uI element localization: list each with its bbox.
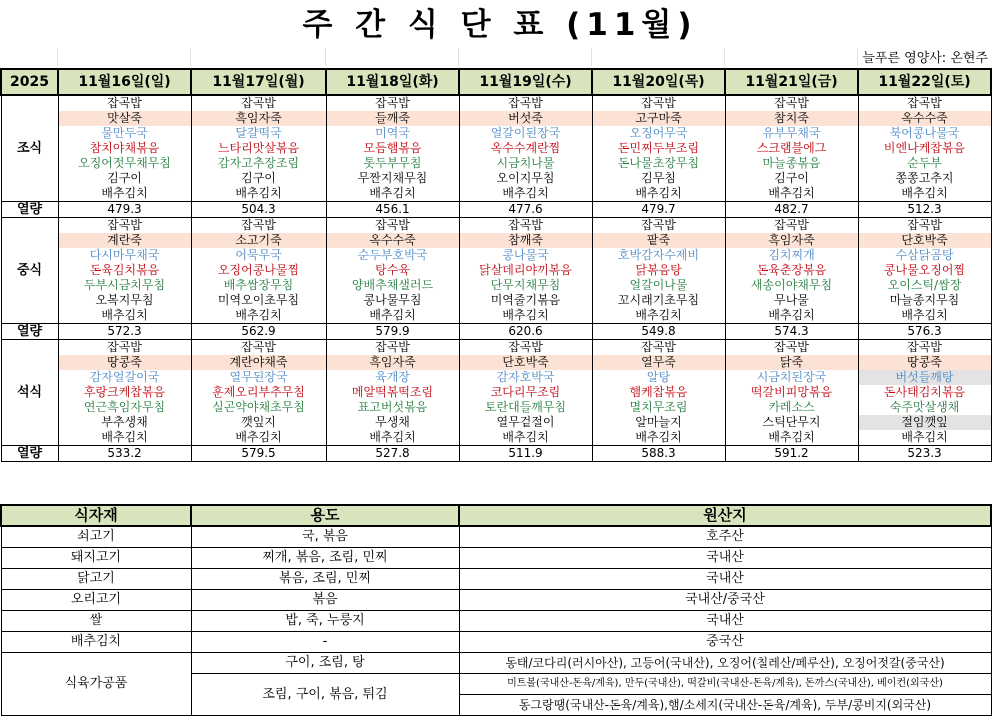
menu-item: 배추김치 bbox=[592, 430, 725, 446]
menu-item: 열무겉절이 bbox=[459, 415, 592, 430]
menu-row bbox=[1, 385, 991, 400]
menu-item: 양배추채샐러드 bbox=[326, 278, 459, 293]
menu-item: 참깨죽 bbox=[459, 233, 592, 248]
menu-item: 배추김치 bbox=[58, 186, 191, 202]
menu-item: 떡갈비피망볶음 bbox=[725, 385, 858, 400]
menu-row bbox=[1, 248, 991, 263]
origin-table bbox=[0, 504, 992, 716]
origin-origin: 호주산 bbox=[459, 526, 991, 548]
menu-row bbox=[1, 355, 991, 370]
day-header: 11월21일(금) bbox=[725, 69, 858, 95]
menu-item: 오징어콩나물찜 bbox=[191, 263, 326, 278]
menu-item: 배추김치 bbox=[58, 430, 191, 446]
origin-use: - bbox=[191, 632, 459, 653]
menu-item: 배추김치 bbox=[326, 186, 459, 202]
menu-item: 미역국 bbox=[326, 126, 459, 141]
page-title: 주 간 식 단 표 (11월) bbox=[302, 7, 698, 43]
menu-item: 돈육김치볶음 bbox=[58, 263, 191, 278]
menu-row bbox=[1, 308, 991, 324]
menu-item: 배추김치 bbox=[858, 308, 991, 324]
menu-item: 단무지채무침 bbox=[459, 278, 592, 293]
menu-row bbox=[1, 171, 991, 186]
menu-item: 잡곡밥 bbox=[592, 340, 725, 356]
origin-row bbox=[1, 590, 991, 611]
menu-item: 톳두부무침 bbox=[326, 156, 459, 171]
menu-item: 잡곡밥 bbox=[725, 340, 858, 356]
origin-row bbox=[1, 632, 991, 653]
origin-header: 식자재 bbox=[1, 505, 191, 526]
menu-item: 잡곡밥 bbox=[592, 95, 725, 111]
origin-origin: 국내산 bbox=[459, 548, 991, 569]
menu-item: 새송이야채무침 bbox=[725, 278, 858, 293]
calorie-value: 591.2 bbox=[725, 446, 858, 462]
menu-row bbox=[1, 95, 991, 111]
calorie-value: 588.3 bbox=[592, 446, 725, 462]
calorie-value: 504.3 bbox=[191, 202, 326, 218]
menu-row bbox=[1, 400, 991, 415]
origin-item: 닭고기 bbox=[1, 569, 191, 590]
menu-item: 마늘종지무침 bbox=[858, 293, 991, 308]
day-header: 11월18일(화) bbox=[326, 69, 459, 95]
menu-item: 배추김치 bbox=[326, 430, 459, 446]
origin-item: 식육가공품 bbox=[1, 653, 191, 716]
menu-item: 배추김치 bbox=[58, 308, 191, 324]
menu-item: 표고버섯볶음 bbox=[326, 400, 459, 415]
menu-item: 숙주맛살생채 bbox=[858, 400, 991, 415]
menu-item: 잡곡밥 bbox=[58, 340, 191, 356]
menu-item: 잡곡밥 bbox=[858, 218, 991, 234]
menu-row bbox=[1, 293, 991, 308]
menu-item: 유부무채국 bbox=[725, 126, 858, 141]
menu-item: 김구이 bbox=[725, 171, 858, 186]
calorie-value: 562.9 bbox=[191, 324, 326, 340]
calorie-value: 533.2 bbox=[58, 446, 191, 462]
menu-item: 얼갈이나물 bbox=[592, 278, 725, 293]
origin-use: 볶음, 조림, 민찌 bbox=[191, 569, 459, 590]
menu-item: 오복지무침 bbox=[58, 293, 191, 308]
menu-item: 잡곡밥 bbox=[191, 95, 326, 111]
menu-row bbox=[1, 278, 991, 293]
day-header: 11월17일(월) bbox=[191, 69, 326, 95]
calorie-row bbox=[1, 324, 991, 340]
menu-item: 모듬햄볶음 bbox=[326, 141, 459, 156]
menu-item: 두부시금치무침 bbox=[58, 278, 191, 293]
menu-item: 콩나물오징어찜 bbox=[858, 263, 991, 278]
menu-item: 무생채 bbox=[326, 415, 459, 430]
menu-item: 배추김치 bbox=[191, 186, 326, 202]
menu-item: 흑임자죽 bbox=[725, 233, 858, 248]
menu-item: 소고기죽 bbox=[191, 233, 326, 248]
calorie-value: 511.9 bbox=[459, 446, 592, 462]
processed-row bbox=[1, 653, 991, 674]
calorie-value: 574.3 bbox=[725, 324, 858, 340]
day-header: 11월16일(일) bbox=[58, 69, 191, 95]
menu-item: 부추생채 bbox=[58, 415, 191, 430]
origin-use: 볶음 bbox=[191, 590, 459, 611]
menu-item: 열무된장국 bbox=[191, 370, 326, 385]
origin-row bbox=[1, 569, 991, 590]
calorie-value: 576.3 bbox=[858, 324, 991, 340]
menu-item: 옥수수죽 bbox=[858, 111, 991, 126]
menu-row bbox=[1, 430, 991, 446]
menu-row bbox=[1, 263, 991, 278]
menu-item: 배추김치 bbox=[191, 308, 326, 324]
year-cell: 2025 bbox=[1, 69, 58, 95]
calorie-label: 열량 bbox=[1, 202, 58, 218]
menu-row bbox=[1, 370, 991, 385]
menu-item: 잡곡밥 bbox=[858, 95, 991, 111]
origin-origin: 중국산 bbox=[459, 632, 991, 653]
calorie-value: 482.7 bbox=[725, 202, 858, 218]
menu-item: 잡곡밥 bbox=[459, 218, 592, 234]
menu-item: 코다리무조림 bbox=[459, 385, 592, 400]
origin-use: 조림, 구이, 볶음, 튀김 bbox=[191, 674, 459, 716]
menu-item: 땅콩죽 bbox=[858, 355, 991, 370]
menu-item: 배추김치 bbox=[459, 186, 592, 202]
menu-item: 고구마죽 bbox=[592, 111, 725, 126]
calorie-value: 579.5 bbox=[191, 446, 326, 462]
menu-item: 잡곡밥 bbox=[592, 218, 725, 234]
menu-item: 오징어무국 bbox=[592, 126, 725, 141]
menu-item: 배추김치 bbox=[725, 308, 858, 324]
calorie-value: 477.6 bbox=[459, 202, 592, 218]
origin-row bbox=[1, 526, 991, 548]
menu-item: 배추쌈장무침 bbox=[191, 278, 326, 293]
menu-row bbox=[1, 156, 991, 171]
menu-item: 돈민찌두부조림 bbox=[592, 141, 725, 156]
calorie-value: 512.3 bbox=[858, 202, 991, 218]
menu-item: 배추김치 bbox=[191, 430, 326, 446]
origin-item: 돼지고기 bbox=[1, 548, 191, 569]
menu-row bbox=[1, 218, 991, 234]
menu-item: 참치죽 bbox=[725, 111, 858, 126]
menu-item: 닭살데리야끼볶음 bbox=[459, 263, 592, 278]
meal-label: 중식 bbox=[1, 218, 58, 324]
origin-origin: 국내산 bbox=[459, 611, 991, 632]
menu-item: 실곤약야채초무침 bbox=[191, 400, 326, 415]
menu-item: 김무침 bbox=[592, 171, 725, 186]
menu-item: 시금치된장국 bbox=[725, 370, 858, 385]
menu-row bbox=[1, 340, 991, 356]
menu-item: 물만두국 bbox=[58, 126, 191, 141]
menu-item: 알탕 bbox=[592, 370, 725, 385]
menu-item: 스틱단무지 bbox=[725, 415, 858, 430]
origin-use: 구이, 조림, 탕 bbox=[191, 653, 459, 674]
menu-item: 흑임자죽 bbox=[326, 355, 459, 370]
origin-origin: 미트볼(국내산-돈육/계육), 만두(국내산), 떡갈비(국내산-돈육/계육), 돈까스(국내산), 베이컨(외국산) bbox=[459, 674, 991, 695]
nutritionist-label: 늘푸른 영양사: 온현주 bbox=[862, 51, 988, 66]
menu-row bbox=[1, 141, 991, 156]
menu-item: 배추김치 bbox=[592, 186, 725, 202]
menu-item: 감자고추장조림 bbox=[191, 156, 326, 171]
origin-item: 쇠고기 bbox=[1, 526, 191, 548]
menu-item: 순두부호박국 bbox=[326, 248, 459, 263]
menu-item: 무나물 bbox=[725, 293, 858, 308]
menu-item: 배추김치 bbox=[326, 308, 459, 324]
menu-item: 연근흑임자무침 bbox=[58, 400, 191, 415]
menu-item: 마늘종볶음 bbox=[725, 156, 858, 171]
menu-item: 잡곡밥 bbox=[858, 340, 991, 356]
calorie-label: 열량 bbox=[1, 324, 58, 340]
origin-item: 쌀 bbox=[1, 611, 191, 632]
menu-item: 잡곡밥 bbox=[326, 218, 459, 234]
menu-header-row bbox=[1, 69, 991, 95]
menu-item: 잡곡밥 bbox=[326, 340, 459, 356]
menu-item: 옥수수죽 bbox=[326, 233, 459, 248]
day-header: 11월22일(토) bbox=[858, 69, 991, 95]
menu-item: 잡곡밥 bbox=[58, 95, 191, 111]
menu-item: 잡곡밥 bbox=[326, 95, 459, 111]
menu-item: 배추김치 bbox=[459, 308, 592, 324]
calorie-label: 열량 bbox=[1, 446, 58, 462]
menu-item: 달걀떡국 bbox=[191, 126, 326, 141]
menu-item: 열무죽 bbox=[592, 355, 725, 370]
calorie-value: 572.3 bbox=[58, 324, 191, 340]
calorie-row bbox=[1, 202, 991, 218]
menu-row bbox=[1, 186, 991, 202]
origin-origin: 국내산/중국산 bbox=[459, 590, 991, 611]
meal-label: 조식 bbox=[1, 95, 58, 202]
menu-item: 미역오이초무침 bbox=[191, 293, 326, 308]
menu-item: 햄케찹볶음 bbox=[592, 385, 725, 400]
day-header: 11월20일(목) bbox=[592, 69, 725, 95]
origin-item: 오리고기 bbox=[1, 590, 191, 611]
menu-item: 알마늘지 bbox=[592, 415, 725, 430]
menu-item: 시금치나물 bbox=[459, 156, 592, 171]
menu-item: 수삼닭곰탕 bbox=[858, 248, 991, 263]
menu-item: 얼갈이된장국 bbox=[459, 126, 592, 141]
menu-item: 돈육춘장볶음 bbox=[725, 263, 858, 278]
menu-item: 배추김치 bbox=[858, 186, 991, 202]
menu-item: 버섯죽 bbox=[459, 111, 592, 126]
origin-header-row bbox=[1, 505, 991, 526]
menu-row bbox=[1, 126, 991, 141]
day-header: 11월19일(수) bbox=[459, 69, 592, 95]
menu-item: 느타리맛살볶음 bbox=[191, 141, 326, 156]
menu-item: 미역줄기볶음 bbox=[459, 293, 592, 308]
weekly-menu-table bbox=[0, 68, 992, 462]
menu-item: 옥수수계란찜 bbox=[459, 141, 592, 156]
menu-item: 배추김치 bbox=[725, 186, 858, 202]
menu-item: 팥죽 bbox=[592, 233, 725, 248]
menu-item: 감자얼갈이국 bbox=[58, 370, 191, 385]
menu-item: 쫑쫑고추지 bbox=[858, 171, 991, 186]
menu-item: 흑임자죽 bbox=[191, 111, 326, 126]
menu-item: 잡곡밥 bbox=[459, 340, 592, 356]
menu-item: 무짠지채무침 bbox=[326, 171, 459, 186]
origin-origin: 동그랑땡(국내산-돈육/계육),햄/소세지(국내산-돈육/계육), 두부/콩비지(외국산) bbox=[459, 695, 991, 716]
menu-item: 배추김치 bbox=[459, 430, 592, 446]
menu-item: 꼬시래기초무침 bbox=[592, 293, 725, 308]
menu-item: 콩나물무침 bbox=[326, 293, 459, 308]
origin-row bbox=[1, 611, 991, 632]
menu-item: 순두부 bbox=[858, 156, 991, 171]
menu-item: 버섯들깨탕 bbox=[858, 370, 991, 385]
menu-item: 단호박죽 bbox=[459, 355, 592, 370]
origin-origin: 동태/코다리(러시아산), 고등어(국내산), 오징어(칠레산/페루산), 오징어젓갈(중국산) bbox=[459, 653, 991, 674]
calorie-value: 620.6 bbox=[459, 324, 592, 340]
menu-item: 스크램블에그 bbox=[725, 141, 858, 156]
menu-item: 들깨죽 bbox=[326, 111, 459, 126]
calorie-value: 549.8 bbox=[592, 324, 725, 340]
origin-item: 배추김치 bbox=[1, 632, 191, 653]
menu-item: 북어콩나물국 bbox=[858, 126, 991, 141]
origin-header: 원산지 bbox=[459, 505, 991, 526]
menu-item: 잡곡밥 bbox=[459, 95, 592, 111]
calorie-value: 527.8 bbox=[326, 446, 459, 462]
menu-item: 계란죽 bbox=[58, 233, 191, 248]
calorie-value: 456.1 bbox=[326, 202, 459, 218]
menu-row bbox=[1, 111, 991, 126]
origin-header: 용도 bbox=[191, 505, 459, 526]
menu-item: 잡곡밥 bbox=[191, 340, 326, 356]
spreadsheet-gridlines bbox=[0, 46, 1000, 68]
menu-item: 잡곡밥 bbox=[725, 95, 858, 111]
menu-item: 메알떡볶떡조림 bbox=[326, 385, 459, 400]
menu-item: 콩나물국 bbox=[459, 248, 592, 263]
meal-label: 석식 bbox=[1, 340, 58, 446]
menu-item: 육개장 bbox=[326, 370, 459, 385]
menu-item: 땅콩죽 bbox=[58, 355, 191, 370]
menu-item: 단호박죽 bbox=[858, 233, 991, 248]
menu-item: 멸치무조림 bbox=[592, 400, 725, 415]
menu-item: 닭죽 bbox=[725, 355, 858, 370]
calorie-value: 479.7 bbox=[592, 202, 725, 218]
menu-item: 김구이 bbox=[58, 171, 191, 186]
menu-item: 배추김치 bbox=[592, 308, 725, 324]
calorie-value: 579.9 bbox=[326, 324, 459, 340]
origin-use: 밥, 죽, 누룽지 bbox=[191, 611, 459, 632]
menu-item: 오이스틱/쌈장 bbox=[858, 278, 991, 293]
calorie-row bbox=[1, 446, 991, 462]
menu-item: 잡곡밥 bbox=[725, 218, 858, 234]
menu-item: 참치야채볶음 bbox=[58, 141, 191, 156]
menu-item: 후랑크케찹볶음 bbox=[58, 385, 191, 400]
menu-item: 맛살죽 bbox=[58, 111, 191, 126]
menu-item: 김치찌개 bbox=[725, 248, 858, 263]
menu-item: 훈제오리부추무침 bbox=[191, 385, 326, 400]
menu-item: 오징어젓무채무침 bbox=[58, 156, 191, 171]
menu-item: 비엔나케찹볶음 bbox=[858, 141, 991, 156]
menu-item: 잡곡밥 bbox=[58, 218, 191, 234]
menu-item: 탕수육 bbox=[326, 263, 459, 278]
menu-item: 돈나물초장무침 bbox=[592, 156, 725, 171]
menu-item: 배추김치 bbox=[858, 430, 991, 446]
menu-item: 배추김치 bbox=[725, 430, 858, 446]
menu-row bbox=[1, 233, 991, 248]
menu-item: 김구이 bbox=[191, 171, 326, 186]
origin-origin: 국내산 bbox=[459, 569, 991, 590]
menu-item: 절임깻잎 bbox=[858, 415, 991, 430]
menu-item: 어묵무국 bbox=[191, 248, 326, 263]
menu-item: 오이지무침 bbox=[459, 171, 592, 186]
menu-item: 감자호박국 bbox=[459, 370, 592, 385]
menu-item: 돈사태김치볶음 bbox=[858, 385, 991, 400]
menu-item: 잡곡밥 bbox=[191, 218, 326, 234]
menu-item: 토란대들깨무침 bbox=[459, 400, 592, 415]
menu-item: 계란야채죽 bbox=[191, 355, 326, 370]
menu-row bbox=[1, 415, 991, 430]
menu-item: 깻잎지 bbox=[191, 415, 326, 430]
origin-use: 국, 볶음 bbox=[191, 526, 459, 548]
calorie-value: 523.3 bbox=[858, 446, 991, 462]
origin-row bbox=[1, 548, 991, 569]
menu-item: 다시마무채국 bbox=[58, 248, 191, 263]
menu-item: 카레소스 bbox=[725, 400, 858, 415]
menu-item: 닭볶음탕 bbox=[592, 263, 725, 278]
menu-item: 호박감자수제비 bbox=[592, 248, 725, 263]
calorie-value: 479.3 bbox=[58, 202, 191, 218]
origin-use: 찌개, 볶음, 조림, 민찌 bbox=[191, 548, 459, 569]
